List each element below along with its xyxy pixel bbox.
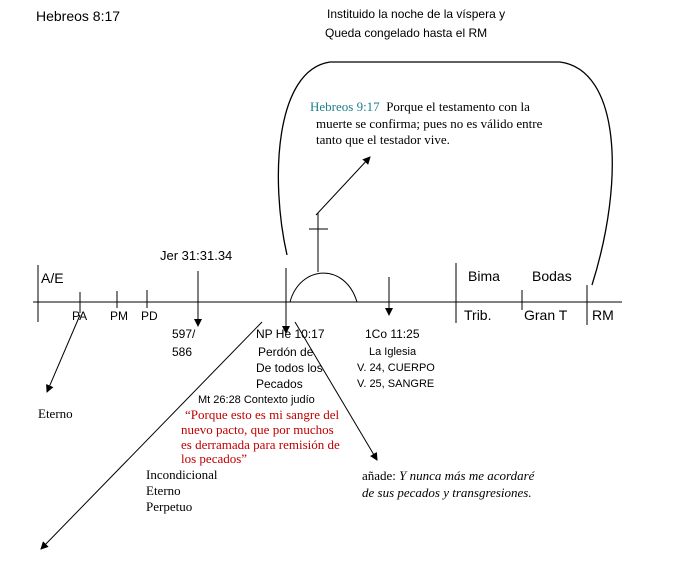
- rm-label: RM: [592, 307, 614, 323]
- ae-label: A/E: [41, 270, 64, 286]
- arrow-eterno: [47, 315, 80, 392]
- pm-label: PM: [110, 309, 128, 323]
- arrow-verse: [316, 157, 370, 215]
- quote-line2: nuevo pacto, que por muchos: [181, 422, 334, 437]
- np-label: NP He 10:17: [256, 327, 325, 341]
- np-note2: De todos los: [256, 361, 323, 375]
- verse-ref: Hebreos 9:17: [310, 99, 380, 114]
- adds-label: añade:: [362, 468, 396, 483]
- quote-line1: “Porque esto es mi sangre del: [185, 407, 340, 422]
- trib-label: Trib.: [464, 307, 492, 323]
- attr-line3: Perpetuo: [146, 499, 193, 514]
- top-note-line1: Instituido la noche de la víspera y: [327, 7, 506, 21]
- np-note3: Pecados: [256, 377, 303, 391]
- bima-label: Bima: [468, 268, 500, 284]
- verse-line2: muerte se confirma; pues no es válido entre: [316, 116, 543, 131]
- church-note1: La Iglesia: [369, 346, 417, 358]
- adds-line2: de sus pecados y transgresiones.: [362, 485, 532, 500]
- jer-label: Jer 31:31.34: [160, 248, 233, 263]
- page-title: Hebreos 8:17: [36, 8, 121, 24]
- church-note2: V. 24, CUERPO: [357, 362, 435, 374]
- quote-line3: es derramada para remisión de: [181, 437, 340, 452]
- pa-label: PA: [72, 309, 88, 323]
- bodas-label: Bodas: [532, 268, 572, 284]
- mt-ref: Mt 26:28 Contexto judío: [198, 394, 315, 406]
- verse-line3: tanto que el testador vive.: [316, 132, 450, 147]
- eterno-label: Eterno: [38, 406, 73, 421]
- quote-line4: los pecados”: [181, 451, 248, 466]
- verse-text1: Porque el testamento con la: [386, 99, 530, 114]
- attr-line2: Eterno: [146, 483, 181, 498]
- grant-label: Gran T: [524, 307, 568, 323]
- attr-line1: Incondicional: [146, 467, 218, 482]
- co-label: 1Co 11:25: [365, 327, 420, 341]
- church-note3: V. 25, SANGRE: [357, 378, 435, 390]
- verse-line1: [310, 100, 530, 115]
- arch-curve: [278, 62, 612, 285]
- year-label2: 586: [172, 345, 193, 359]
- adds-text1: Y nunca más me acordaré: [399, 468, 535, 483]
- hill-curve: [290, 273, 357, 302]
- top-note-line2: Queda congelado hasta el RM: [325, 26, 488, 40]
- adds-line1: [362, 469, 534, 484]
- np-note1: Perdón de: [258, 345, 314, 359]
- year-label1: 597/: [172, 327, 196, 341]
- pd-label: PD: [141, 309, 158, 323]
